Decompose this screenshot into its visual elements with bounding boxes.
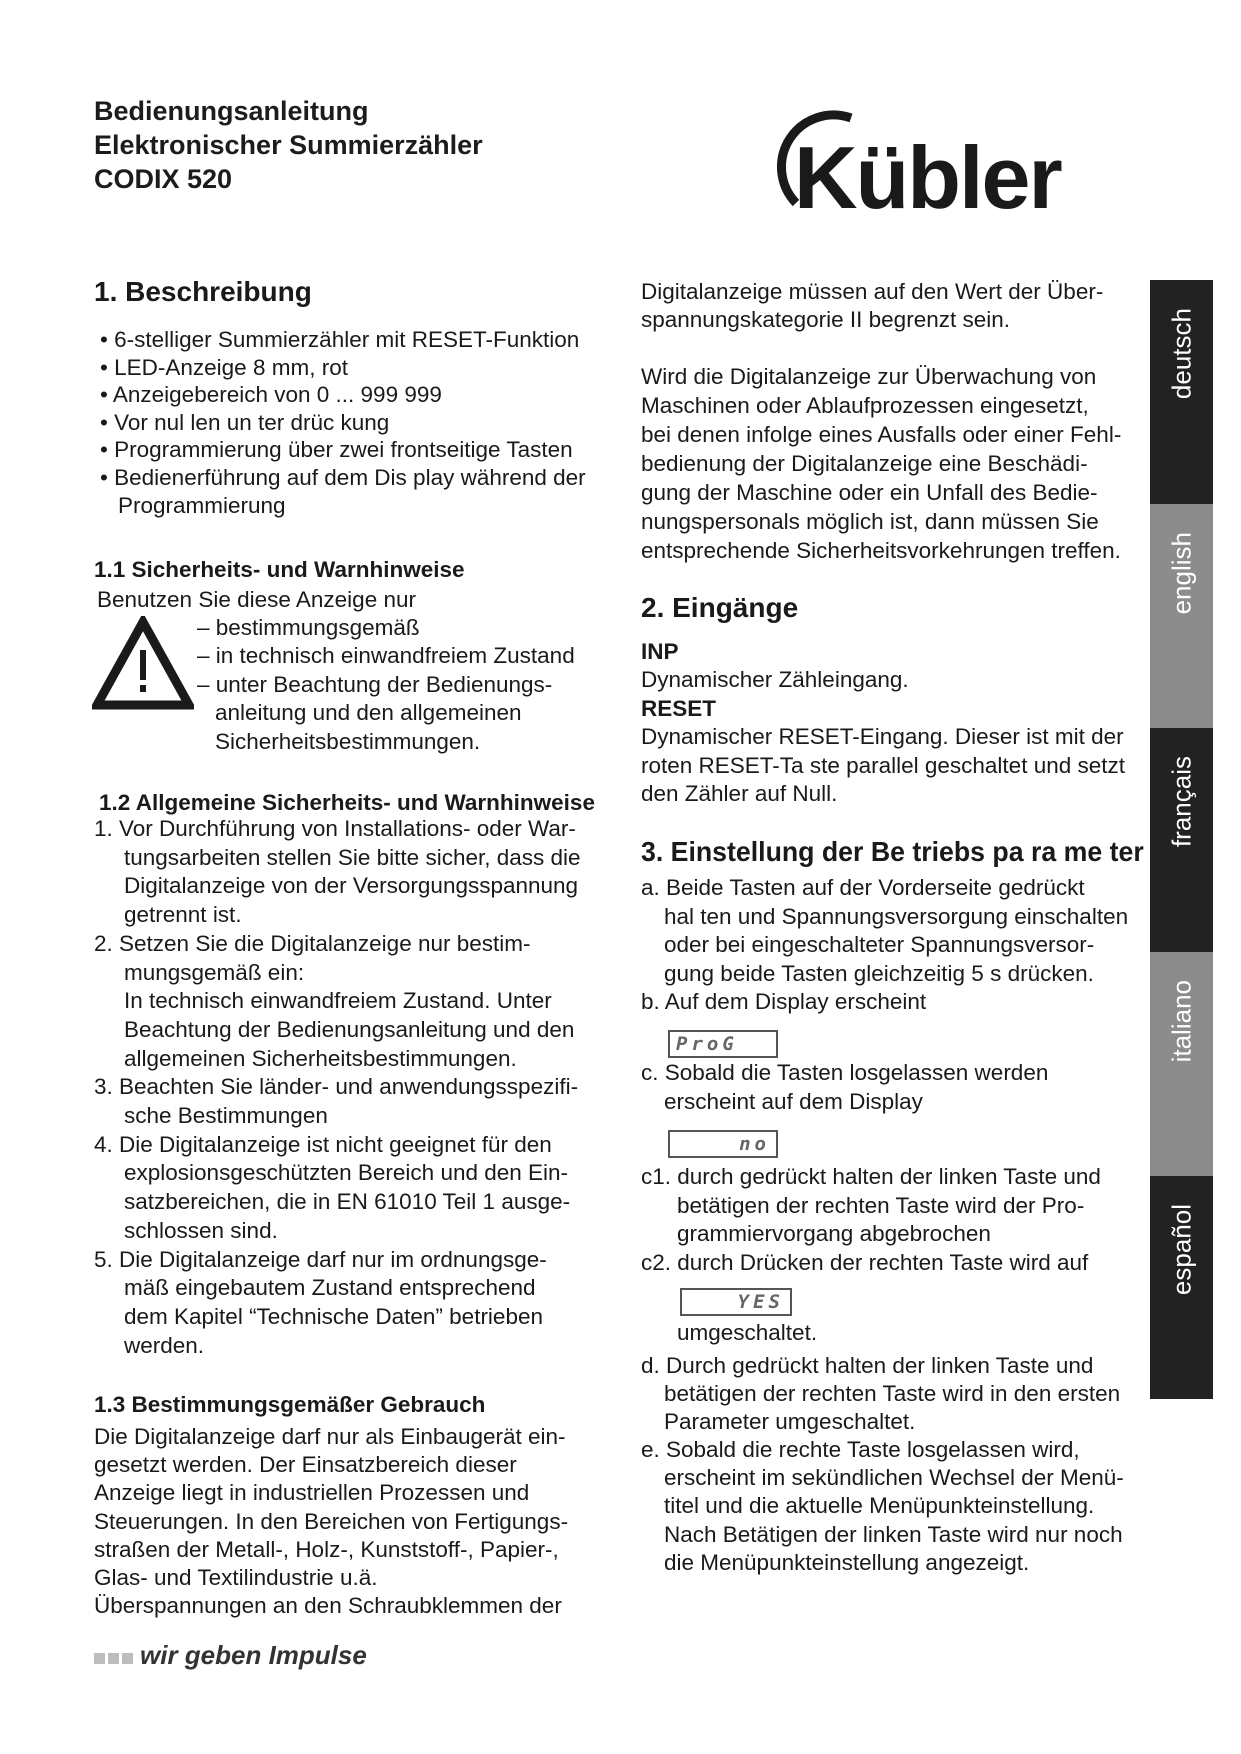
text-line: – unter Beachtung der Bedienungs- (197, 671, 553, 697)
text-line: betätigen der rechten Taste wird der Pro- (677, 1192, 1085, 1218)
text-line: tungsarbeiten stellen Sie bitte sicher, dass die (124, 844, 581, 870)
slogan-text: wir geben Impulse (140, 1640, 367, 1670)
list-item (641, 1436, 1124, 1576)
section-1-1-heading: 1.1 Sicherheits- und Warnhinweise (94, 557, 465, 582)
text-line: bedienung der Digitalanzeige eine Beschädi- (641, 451, 1088, 476)
steps-a-b (641, 874, 1128, 1017)
text-line: Bedienungsanleitung (94, 96, 369, 126)
text-line: Nach Betätigen der linken Taste wird nur noch (664, 1521, 1123, 1547)
text-line: c. Sobald die Tasten losgelassen werden (641, 1060, 1049, 1085)
reset-description (641, 723, 1125, 808)
text-line: mungsgemäß ein: (124, 959, 305, 985)
tab-deutsch[interactable] (1150, 280, 1213, 504)
text-line: Parameter umgeschaltet. (664, 1409, 916, 1435)
text-line: – bestimmungsgemäß (197, 615, 420, 640)
text-line: roten RESET-Ta ste parallel geschaltet und setzt (641, 752, 1126, 778)
text-line: schlossen sind. (124, 1217, 278, 1243)
tab-francais[interactable] (1150, 728, 1213, 952)
text-line: gung beide Tasten gleichzeitig 5 s drücken. (664, 960, 1094, 986)
overvoltage-paragraph (641, 278, 1103, 334)
slogan-squares-icon (94, 1640, 136, 1671)
text-line: erscheint im sekündlichen Wechsel der Menü- (664, 1465, 1124, 1491)
text-line: Sicherheitsbestimmungen. (215, 728, 481, 754)
text-line: entsprechende Sicherheitsvorkehrungen treffen. (641, 538, 1121, 563)
text-line: Überspannungen an den Schraubklemmen der (94, 1593, 562, 1619)
text-line: satzbereichen, die in EN 61010 Teil 1 ausge- (124, 1189, 571, 1215)
reset-label: RESET (641, 695, 717, 721)
text-line: getrennt ist. (124, 902, 242, 928)
display-prog: ProG (668, 1030, 778, 1058)
text-line: hal ten und Spannungsversorgung einschalten (664, 903, 1129, 929)
general-safety-list (94, 815, 581, 1360)
list-item (641, 1249, 1101, 1278)
section-2-heading: 2. Eingänge (641, 592, 799, 623)
text-line: b. Auf dem Display erscheint (641, 989, 927, 1014)
text-line: 2. Setzen Sie die Digitalanzeige nur bestim- (94, 930, 531, 956)
text-line: Steuerungen. In den Bereichen von Fertigungs- (94, 1508, 569, 1534)
text-line: Elektronischer Summierzähler (94, 130, 483, 160)
section-1-3-heading: 1.3 Bestimmungsgemäßer Gebrauch (94, 1392, 486, 1417)
steps-c1-c2 (641, 1163, 1101, 1277)
umgeschaltet-text: umgeschaltet. (677, 1320, 818, 1345)
text-line: 5. Die Digitalanzeige darf nur im ordnungsge- (94, 1246, 547, 1272)
text-line: dem Kapitel “Technische Daten” betrieben (124, 1303, 543, 1329)
list-item (94, 815, 581, 930)
tab-english[interactable] (1150, 504, 1213, 728)
logo-text: Kübler (794, 128, 1061, 220)
text-line: werden. (124, 1332, 205, 1358)
tab-italiano[interactable] (1150, 952, 1213, 1176)
text-line: c2. durch Drücken der rechten Taste wird auf (641, 1249, 1089, 1275)
text-line: – in technisch einwandfreiem Zustand (197, 643, 575, 669)
text-line: Anzeige liegt in industriellen Prozessen und (94, 1480, 530, 1506)
section-3-heading: 3. Einstellung der Be triebs pa ra me ter (641, 836, 1144, 867)
text-line: • Anzeigebereich von 0 ... 999 999 (100, 382, 442, 408)
text-line: Maschinen oder Ablaufprozessen eingesetzt, (641, 393, 1089, 418)
text-line: • Bedienerführung auf dem Dis play während der (100, 464, 586, 490)
text-line: mäß eingebautem Zustand entsprechend (124, 1275, 536, 1301)
text-line: Die Digitalanzeige darf nur als Einbaugerät ein- (94, 1424, 566, 1449)
text-line: titel und die aktuelle Menüpunkteinstellung. (664, 1493, 1095, 1519)
list-item (641, 874, 1128, 988)
warning-triangle-icon (92, 616, 194, 710)
text-line: spannungskategorie II begrenzt sein. (641, 307, 1010, 332)
text-line: grammiervorgang abgebrochen (677, 1221, 991, 1246)
text-line: • 6-stelliger Summierzähler mit RESET-Funktion (100, 327, 580, 352)
list-item (94, 1246, 581, 1361)
text-line: Digitalanzeige von der Versorgungsspannung (124, 873, 579, 899)
tab-label: français (1166, 756, 1196, 848)
list-item (641, 1163, 1101, 1249)
text-line: a. Beide Tasten auf der Vorderseite gedrückt (641, 875, 1085, 900)
text-line: nungspersonals möglich ist, dann müssen Sie (641, 509, 1099, 534)
text-line: CODIX 520 (94, 164, 233, 194)
tab-label: english (1166, 532, 1196, 615)
text-line: Glas- und Textilindustrie u.ä. (94, 1565, 378, 1591)
display-yes: YES (680, 1288, 792, 1316)
text-line: betätigen der rechten Taste wird in den ersten (664, 1381, 1121, 1407)
tab-label: deutsch (1166, 308, 1196, 400)
text-line: den Zähler auf Null. (641, 781, 838, 807)
text-line: straßen der Metall-, Holz-, Kunststoff-, Papier-, (94, 1536, 559, 1562)
display-no: no (668, 1130, 778, 1158)
section-1-2-heading: 1.2 Allgemeine Sicherheits- und Warnhinweise (99, 790, 595, 815)
safety-conditions-list (197, 614, 575, 756)
text-line: 3. Beachten Sie länder- und anwendungsspezifi- (94, 1074, 579, 1100)
footer-slogan (94, 1640, 367, 1671)
text-line: Digitalanzeige müssen auf den Wert der Über- (641, 279, 1104, 304)
text-line: Programmierung (118, 492, 286, 518)
text-line: Beachtung der Bedienungsanleitung und den (124, 1016, 575, 1042)
list-item (94, 930, 581, 1074)
text-line: 1. Vor Durchführung von Installations- oder War- (94, 816, 576, 841)
list-item (94, 1073, 581, 1130)
text-line: e. Sobald die rechte Taste losgelassen wird, (641, 1437, 1080, 1463)
kubler-logo (756, 108, 1161, 220)
text-line: oder bei eingeschalteter Spannungsversor- (664, 932, 1095, 957)
list-item (94, 1131, 581, 1246)
safety-precautions-paragraph (641, 362, 1121, 565)
text-line: d. Durch gedrückt halten der linken Taste und (641, 1353, 1094, 1378)
text-line: • Vor nul len un ter drüc kung (100, 409, 390, 435)
text-line: • LED-Anzeige 8 mm, rot (100, 354, 348, 380)
text-line: sche Bestimmungen (124, 1103, 328, 1129)
text-line: explosionsgeschützten Bereich und den Ein- (124, 1160, 569, 1186)
text-line: gesetzt werden. Der Einsatzbereich dieser (94, 1452, 517, 1478)
section-1-heading: 1. Beschreibung (94, 276, 312, 307)
inp-label: INP (641, 639, 679, 664)
text-line: die Menüpunkteinstellung angezeigt. (664, 1549, 1030, 1575)
inputs-block (641, 638, 1125, 808)
intended-use-paragraph (94, 1423, 568, 1620)
text-line: 4. Die Digitalanzeige ist nicht geeignet für den (94, 1131, 552, 1157)
list-item (641, 1059, 1048, 1116)
inp-description: Dynamischer Zähleingang. (641, 667, 909, 693)
section-1-1-intro: Benutzen Sie diese Anzeige nur (97, 587, 416, 612)
text-line: In technisch einwandfreiem Zustand. Unter (124, 988, 552, 1014)
text-line: erscheint auf dem Display (664, 1088, 923, 1114)
tab-label: español (1166, 1204, 1196, 1296)
text-line: c1. durch gedrückt halten der linken Taste und (641, 1164, 1101, 1189)
text-line: gung der Maschine oder ein Unfall des Bedie- (641, 480, 1098, 505)
text-line: bei denen infolge eines Ausfalls oder einer Fehl- (641, 422, 1122, 447)
document-title (94, 94, 483, 196)
list-item (641, 1352, 1124, 1436)
feature-bullet-list (100, 326, 586, 519)
list-item (641, 988, 1128, 1017)
tab-label: italiano (1166, 980, 1196, 1063)
text-line: anleitung und den allgemeinen (215, 700, 522, 726)
tab-espanol[interactable] (1150, 1176, 1213, 1399)
text-line: • Programmierung über zwei frontseitige Tasten (100, 437, 573, 463)
steps-d-e (641, 1352, 1124, 1577)
text-line: Dynamischer RESET-Eingang. Dieser ist mit der (641, 724, 1124, 750)
step-c (641, 1059, 1048, 1116)
text-line: Wird die Digitalanzeige zur Überwachung von (641, 364, 1097, 389)
text-line: allgemeinen Sicherheitsbestimmungen. (124, 1045, 517, 1071)
